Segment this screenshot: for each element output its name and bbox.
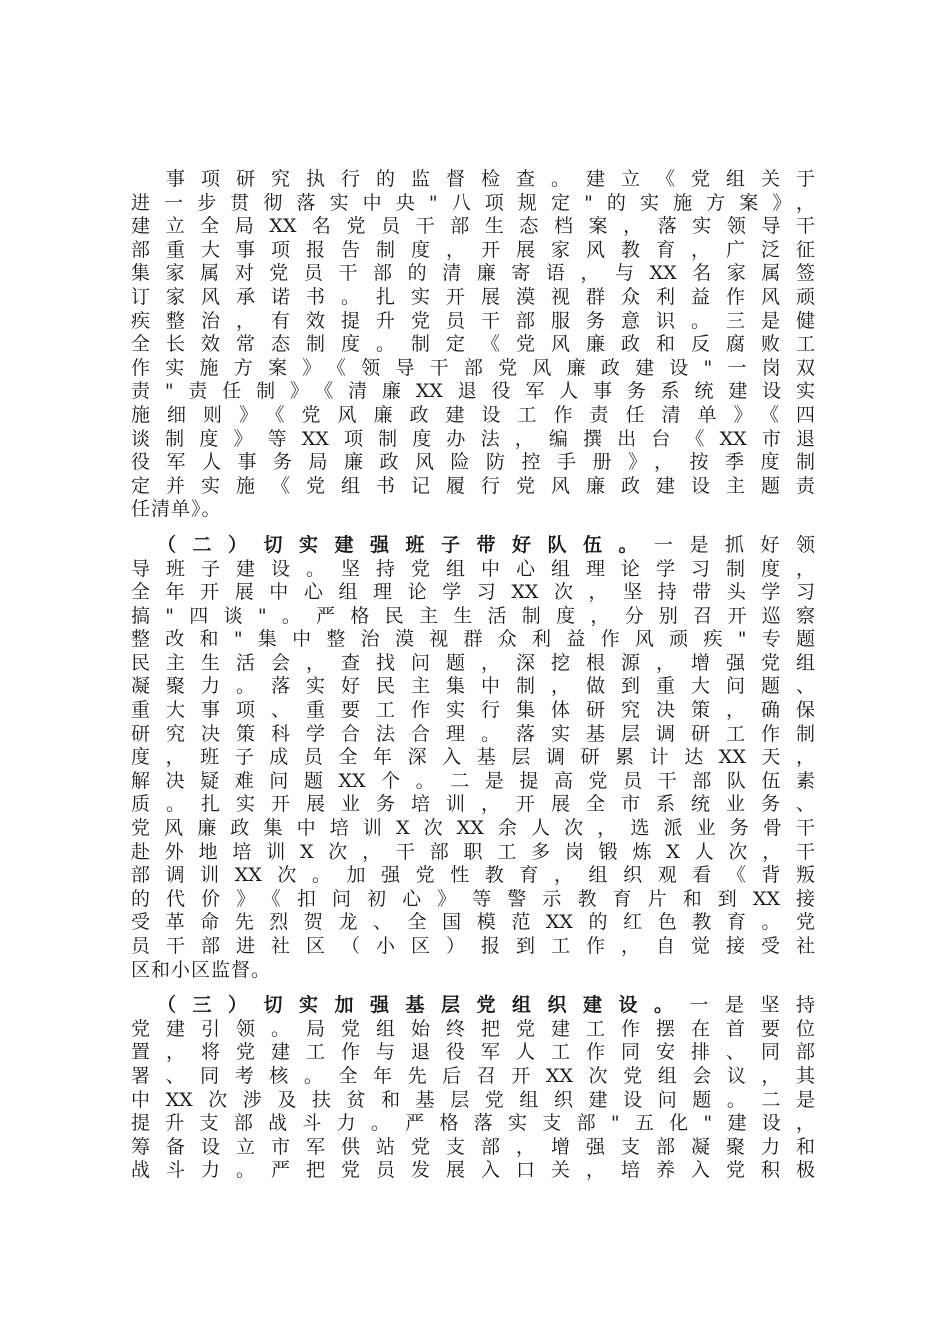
text-line: 订家风承诺书。扎实开展漠视群众利益作风顽: [131, 285, 815, 308]
text-line: 党建引领。局党组始终把党建工作摆在首要位: [131, 1017, 815, 1040]
text-line: 整改和"集中整治漠视群众利益作风顽疾"专题: [131, 628, 815, 651]
text-line: [131, 534, 815, 558]
text-line: 全年开展中心组理论学习XX次，坚持带头学习: [131, 581, 815, 604]
paragraph-3: [131, 994, 815, 1183]
text-line: [131, 994, 815, 1018]
text-line: 中XX次涉及扶贫和基层党组织建设问题。二是: [131, 1088, 815, 1111]
text-line: 解决疑难问题XX个。二是提高党员干部队伍素: [131, 769, 815, 792]
text-line: 役军人事务局廉政风险防控手册》，按季度制: [131, 451, 815, 474]
text-line: 部重大事项报告制度，开展家风教育，广泛征: [131, 238, 815, 261]
text-line: 区和小区监督。: [131, 958, 272, 981]
text-line: 度，班子成员全年深入基层调研累计达XX天，: [131, 746, 815, 769]
text-line: 民主生活会，查找问题，深挖根源，增强党组: [131, 651, 815, 674]
section-heading: （三）切实加强基层党组织建设。: [131, 994, 690, 1017]
text-line: 搞"四谈"。严格民主生活制度，分别召开巡察: [131, 604, 815, 627]
text-line: 责"责任制》《清廉XX退役军人事务系统建设实: [131, 380, 815, 403]
text-line: 疾整治，有效提升党员干部服务意识。三是健: [131, 309, 815, 332]
text-line: 署、同考核。全年先后召开XX次党组会议，其: [131, 1064, 815, 1087]
paragraph-2: [131, 534, 815, 982]
text-line: 员干部进社区（小区）报到工作，自觉接受社: [131, 935, 815, 957]
text-line: 导班子建设。坚持党组中心组理论学习制度，: [131, 557, 815, 580]
paragraph-spacer: [131, 522, 815, 534]
document-body: [131, 168, 815, 1183]
text-line: 党风廉政集中培训X次XX余人次，选派业务骨干: [131, 817, 815, 840]
text-line: 受革命先烈贺龙、全国模范XX的红色教育。党: [131, 911, 815, 934]
text-line: 部调训XX次。加强党性教育，组织观看《背叛: [131, 864, 815, 887]
paragraph-1: [131, 168, 815, 522]
text-run: 一是抓好领: [653, 533, 815, 556]
text-line: 战斗力。严把党员发展入口关，培养入党积极: [131, 1159, 815, 1182]
text-line: 凝聚力。落实好民主集中制，做到重大问题、: [131, 675, 815, 698]
text-line: 施细则》《党风廉政建设工作责任清单》《四: [131, 403, 815, 426]
text-line: 筹备设立市军供站党支部，增强支部凝聚力和: [131, 1135, 815, 1158]
text-line: 赴外地培训X次，干部职工多岗锻炼X人次，干: [131, 840, 815, 863]
text-line: 定并实施《党组书记履行党风廉政建设主题责: [131, 474, 815, 497]
text-line: 质。扎实开展业务培训，开展全市系统业务、: [131, 793, 815, 816]
text-run: 一是坚持: [689, 994, 815, 1017]
text-line: 研究决策科学合法合理。落实基层调研工作制: [131, 722, 815, 745]
text-line: 作实施方案》《领导干部党风廉政建设"一岗双: [131, 356, 815, 379]
text-line: 任清单》。: [131, 498, 222, 521]
text-line: 全长效常态制度。制定《党风廉政和反腐败工: [131, 333, 815, 356]
text-line: 重大事项、重要工作实行集体研究决策，确保: [131, 699, 815, 722]
text-line: 谈制度》等XX项制度办法，编撰出台《XX市退: [131, 427, 815, 450]
text-line: 的代价》《扣问初心》等警示教育片和到XX接: [131, 887, 815, 910]
text-line: 集家属对党员干部的清廉寄语，与XX名家属签: [131, 262, 815, 285]
paragraph-spacer: [131, 982, 815, 994]
text-line: 置，将党建工作与退役军人工作同安排、同部: [131, 1041, 815, 1064]
section-heading: （二）切实建强班子带好队伍。: [131, 533, 654, 556]
text-line: 建立全局XX名党员干部生态档案，落实领导干: [131, 215, 815, 238]
text-line: 进一步贯彻落实中央"八项规定"的实施方案》，: [131, 191, 815, 214]
text-line: 事项研究执行的监督检查。建立《党组关于: [131, 168, 815, 190]
text-line: 提升支部战斗力。严格落实支部"五化"建设，: [131, 1112, 815, 1135]
